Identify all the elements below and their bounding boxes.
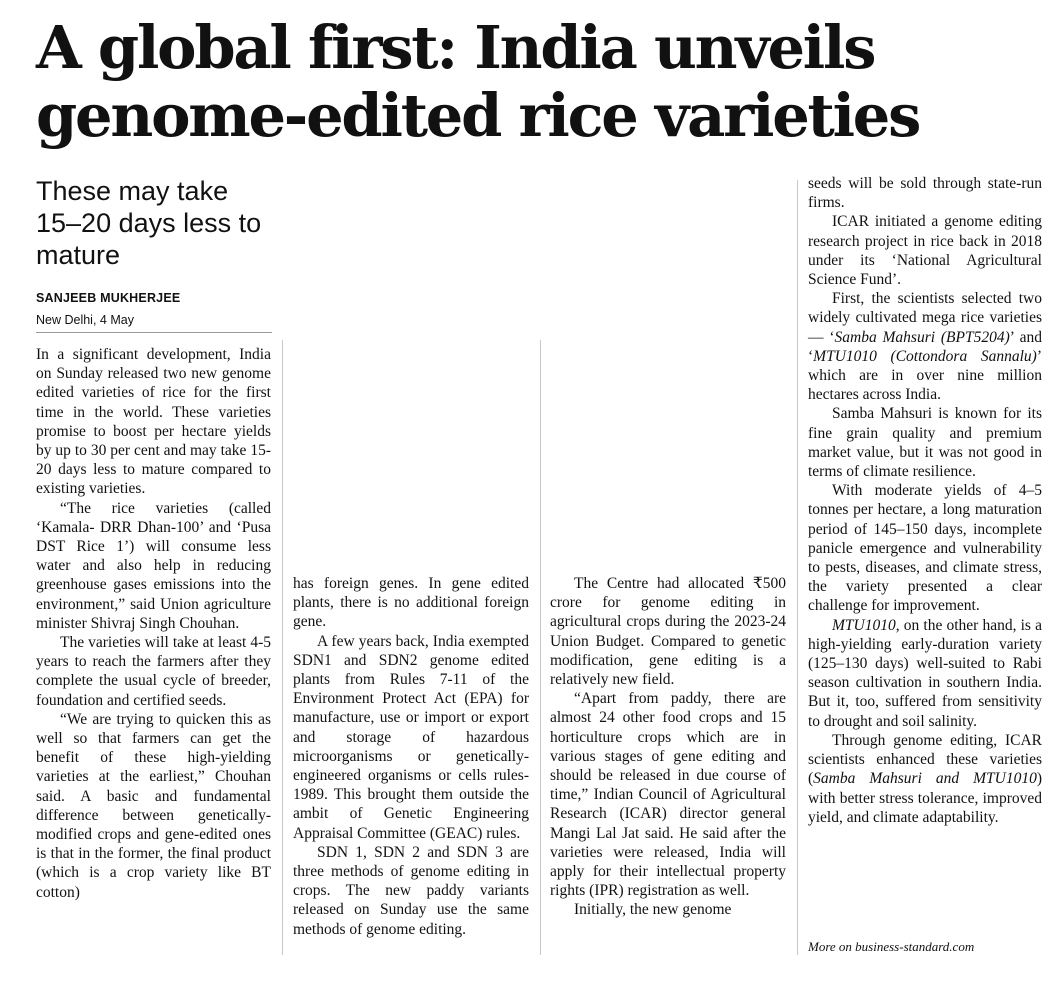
- headline-line-2: genome-edited rice varieties: [36, 81, 920, 150]
- paragraph: With moderate yields of 4–5 tonnes per hectare, a long maturation period of 145–150 days, incomplete panicle emergence and vulnerability to pests, diseases, and climate stress, the variety presented a clear challenge for improvement.: [808, 482, 1042, 615]
- text-run: ’ which are in over nine million hectares across India.: [808, 347, 1042, 404]
- column-divider: [282, 340, 283, 955]
- paragraph: has foreign genes. In gene edited plants, there is no additional foreign gene.: [293, 575, 529, 631]
- text-run: Through genome editing, ICAR scientists enhanced these varieties (: [808, 731, 1042, 788]
- subheadline: These may take 15–20 days less to mature: [36, 176, 262, 270]
- paragraph: Initially, the new genome: [574, 901, 732, 919]
- italic-variety-name: MTU1010 (Cottondora Sannalu): [813, 347, 1037, 365]
- article-column-1: [36, 345, 271, 902]
- more-on-link-note: More on business-standard.com: [808, 939, 975, 954]
- paragraph: [808, 731, 1042, 827]
- paragraph: SDN 1, SDN 2 and SDN 3 are three methods of genome editing in crops. The new paddy variants released on Sunday use the same methods of genome editing.: [293, 843, 529, 938]
- paragraph: ICAR initiated a genome editing research project in rice back in 2018 under its ‘National Agricultural Science Fund’.: [808, 213, 1042, 289]
- article-column-3: [550, 574, 786, 920]
- paragraph: Samba Mahsuri is known for its fine grain quality and premium market value, but it was not good in terms of climate resilience.: [808, 405, 1042, 481]
- paragraph: The Centre had allocated ₹500 crore for genome editing in agricultural crops during the 2023-24 Union Budget. Compared to genetic modification, gene editing is a relatively new field.: [550, 575, 786, 689]
- paragraph: In a significant development, India on Sunday released two new genome edited varieties of rice for the first time in the world. These varieties promise to boost per hectare yields by up to 30 per cent and may take 15-20 days less to mature compared to existing varieties.: [36, 346, 271, 498]
- paragraph: [808, 616, 1042, 731]
- italic-variety-name: Samba Mahsuri (BPT5204): [834, 328, 1010, 346]
- paragraph: [808, 289, 1042, 404]
- column-divider: [540, 340, 541, 955]
- byline-divider: [36, 332, 272, 333]
- italic-variety-name: MTU1010: [832, 616, 896, 634]
- headline-line-1: A global first: India unveils: [36, 13, 875, 82]
- byline: [36, 290, 276, 328]
- column-divider: [797, 180, 798, 955]
- headline: [36, 14, 1036, 150]
- text-run: ’ and ‘: [808, 328, 1042, 365]
- paragraph: seeds will be sold through state-run firms.: [808, 175, 1042, 212]
- paragraph: A few years back, India exempted SDN1 and SDN2 genome edited plants from Rules 7-11 of the Environment Protect Act (EPA) for manufacture, use or import or export and storage of hazardous microorganisms or genetically-engineered organisms or cells rules-1989. This brought them outside the ambit of Genetic Engineering Appraisal Committee (GEAC) rules.: [293, 632, 529, 842]
- text-run: , on the other hand, is a high-yielding early-duration variety (125–130 days) well-suited to Rabi season cultivation in southern India. But it, too, suffered from sensitivity to drought and soil salinity.: [808, 616, 1042, 730]
- article-column-2: [293, 574, 529, 939]
- italic-variety-name: Samba Mahsuri and MTU1010: [813, 770, 1037, 788]
- article-column-4: [808, 174, 1042, 827]
- paragraph: “Apart from paddy, there are almost 24 other food crops and 15 horticulture crops which are in various stages of gene editing and should be released in due course of time,” Indian Council of Agricultural Research (ICAR) director general Mangi Lal Jat said. He said after the varieties were released, India will apply for their intellectual property rights (IPR) registration as well.: [550, 690, 786, 900]
- paragraph: “The rice varieties (called ‘Kamala- DRR Dhan-100’ and ‘Pusa DST Rice 1’) will consume less water and also help in reducing greenhouse gases emissions into the environment,” said Union agriculture minister Shivraj Singh Chouhan.: [36, 499, 271, 632]
- text-run: ) with better stress tolerance, improved yield, and climate adaptability.: [808, 770, 1042, 826]
- paragraph: The varieties will take at least 4-5 years to reach the farmers after they complete the usual cycle of breeder, foundation and certified seeds.: [36, 634, 271, 709]
- paragraph: “We are trying to quicken this as well so that farmers can get the benefit of these high-yielding varieties at the earliest,” Chouhan said. A basic and fundamental difference between genetically-modified crops and gene-edited ones is that in the former, the final product (which is a crop variety like BT cotton): [36, 710, 271, 901]
- author-name: SANJEEB MUKHERJEE: [36, 291, 181, 305]
- dateline: New Delhi, 4 May: [36, 313, 134, 327]
- text-run: First, the scientists selected two widely cultivated mega rice varieties — ‘: [808, 290, 1042, 346]
